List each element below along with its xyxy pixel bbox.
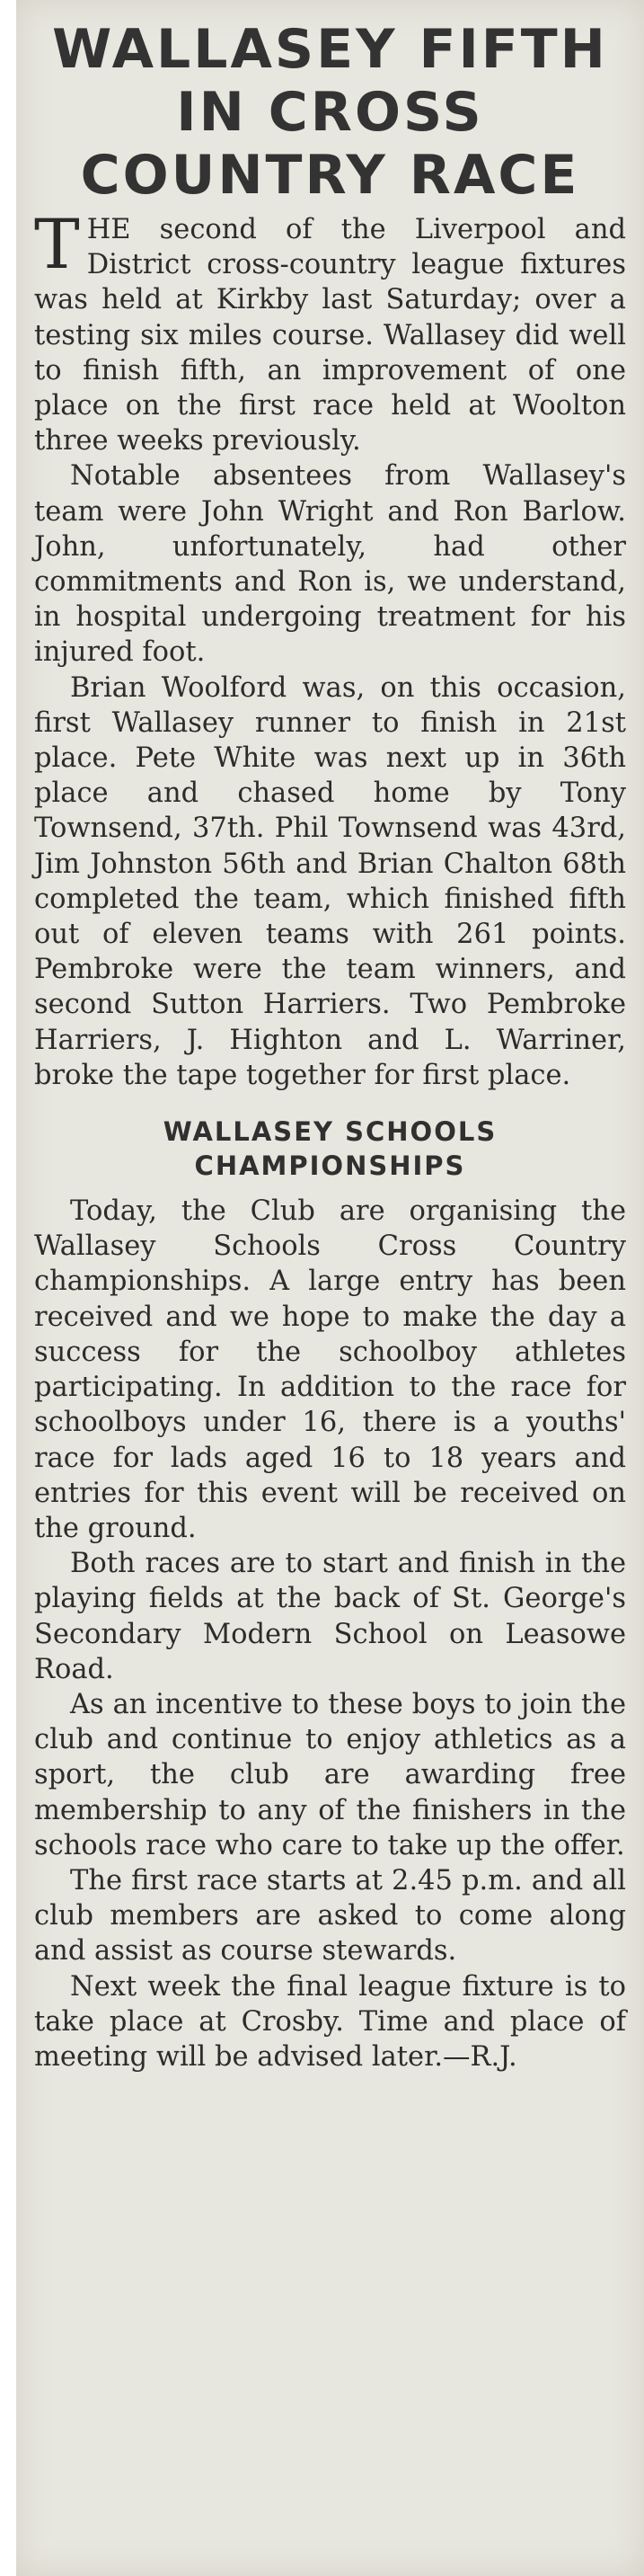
headline: [34, 18, 626, 207]
paragraph-results: Brian Woolford was, on this occasion, first Wallasey runner to finish in 21st place. Pete White was next up in 36th place and chased home by Tony Townsend, 37th. Phil Townsend was 43rd, Jim Johnston 56th and Brian Chalton 68th completed the team, which finished fifth out of eleven teams with 261 points. Pembroke were the team winners, and second Sutton Harriers. Two Pembroke Harriers, J. Highton and L. Warriner, broke the tape together for first place.: [34, 671, 626, 1091]
paragraph-championships: Today, the Club are organising the Wallasey Schools Cross Country championships. A large entry has been received and we hope to make the day a success for the schoolboy athletes participating. In addition to the race for schoolboys under 16, there is a youths' race for lads aged 16 to 18 years and entries for this event will be received on the ground.: [34, 1195, 626, 1544]
drop-cap: T: [34, 204, 80, 284]
headline-line-3: COUNTRY RACE: [80, 144, 580, 207]
subheading-line-2: CHAMPIONSHIPS: [194, 1150, 466, 1182]
paragraph-intro-text: HE second of the Liverpool and District cross-country league fixtures was held at Kirkby last Saturday; over a testing six miles course. Wallasey did well to finish fifth, an improvement of one place on the first race held at Woolton three weeks previously.: [34, 214, 626, 457]
paragraph-incentive: As an incentive to these boys to join the club and continue to enjoy athletics as a sport, the club are awarding free membership to any of the finishers in the schools race who care to take up the offer.: [34, 1688, 626, 1861]
subheading-schools: [34, 1115, 626, 1183]
headline-line-2: IN CROSS: [176, 81, 484, 144]
paragraph-next-week: Next week the final league fixture is to take place at Crosby. Time and place of meeting will be advised later.—R.J.: [34, 1970, 626, 2073]
subheading-line-1: WALLASEY SCHOOLS: [163, 1116, 498, 1148]
paragraph-intro: [34, 204, 626, 458]
paragraph-start-time: The first race starts at 2.45 p.m. and all club members are asked to come along and assist as course stewards.: [34, 1864, 626, 1968]
newspaper-clipping: [16, 0, 644, 2576]
paragraph-absentees: Notable absentees from Wallasey's team were John Wright and Ron Barlow. John, unfortunately, had other commitments and Ron is, we understand, in hospital undergoing treatment for his injured foot.: [34, 460, 626, 669]
article-body: [34, 204, 626, 1093]
schools-body: [34, 1194, 626, 2074]
headline-line-1: WALLASEY FIFTH: [52, 18, 608, 81]
paragraph-venue: Both races are to start and finish in the playing fields at the back of St. George's Secondary Modern School on Leasowe Road.: [34, 1548, 626, 1685]
